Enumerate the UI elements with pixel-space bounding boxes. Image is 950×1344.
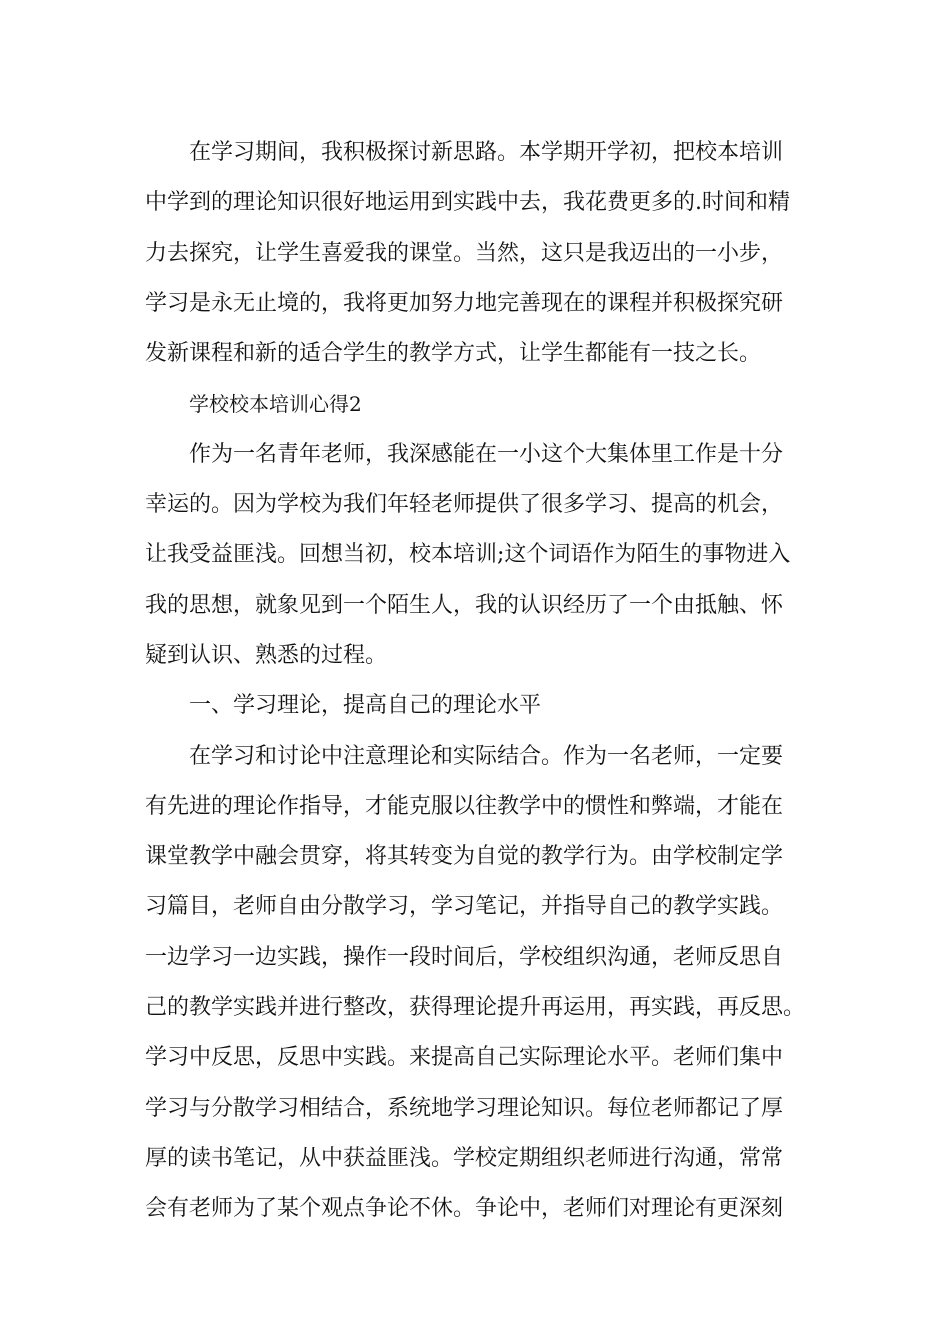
paragraph-line: 习篇目，老师自由分散学习，学习笔记，并指导自己的教学实践。 bbox=[145, 894, 784, 920]
section-title: 学校校本培训心得2 bbox=[189, 392, 362, 417]
paragraph-line: 会有老师为了某个观点争论不休。争论中，老师们对理论有更深刻 bbox=[145, 1196, 784, 1222]
paragraph-line: 学习中反思，反思中实践。来提高自己实际理论水平。老师们集中 bbox=[145, 1045, 784, 1071]
document-body bbox=[145, 131, 810, 1238]
paragraph-line: 在学习和讨论中注意理论和实际结合。作为一名老师，一定要 bbox=[189, 743, 784, 769]
paragraph-line: 在学习期间，我积极探讨新思路。本学期开学初，把校本培训 bbox=[189, 140, 784, 165]
paragraph-line: 作为一名青年老师，我深感能在一小这个大集体里工作是十分 bbox=[189, 441, 784, 467]
paragraph-line: 让我受益匪浅。回想当初，校本培训;这个词语作为陌生的事物进入 bbox=[145, 542, 791, 568]
paragraph-line: 有先进的理论作指导，才能克服以往教学中的惯性和弊端，才能在 bbox=[145, 793, 784, 819]
paragraph-line: 学习是永无止境的，我将更加努力地完善现在的课程并积极探究研 bbox=[145, 290, 784, 316]
section-heading: 一、学习理论，提高自己的理论水平 bbox=[189, 693, 542, 719]
paragraph-line: 幸运的。因为学校为我们年轻老师提供了很多学习、提高的机会， bbox=[145, 492, 784, 518]
paragraph-line: 学习与分散学习相结合，系统地学习理论知识。每位老师都记了厚 bbox=[145, 1095, 784, 1121]
paragraph-line: 课堂教学中融会贯穿，将其转变为自觉的教学行为。由学校制定学 bbox=[145, 844, 784, 870]
paragraph-line: 一边学习一边实践，操作一段时间后，学校组织沟通，老师反思自 bbox=[145, 944, 784, 970]
paragraph-line: 己的教学实践并进行整改，获得理论提升再运用，再实践，再反思。 bbox=[145, 995, 806, 1021]
paragraph-line: 疑到认识、熟悉的过程。 bbox=[145, 642, 388, 668]
paragraph-line: 中学到的理论知识很好地运用到实践中去，我花费更多的.时间和精 bbox=[145, 190, 790, 216]
paragraph-line: 发新课程和新的适合学生的教学方式，让学生都能有一技之长。 bbox=[145, 341, 762, 367]
paragraph-line: 我的思想，就象见到一个陌生人，我的认识经历了一个由抵触、怀 bbox=[145, 592, 784, 618]
paragraph-line: 力去探究，让学生喜爱我的课堂。当然，这只是我迈出的一小步， bbox=[145, 240, 784, 266]
paragraph-line: 厚的读书笔记，从中获益匪浅。学校定期组织老师进行沟通，常常 bbox=[145, 1145, 784, 1171]
